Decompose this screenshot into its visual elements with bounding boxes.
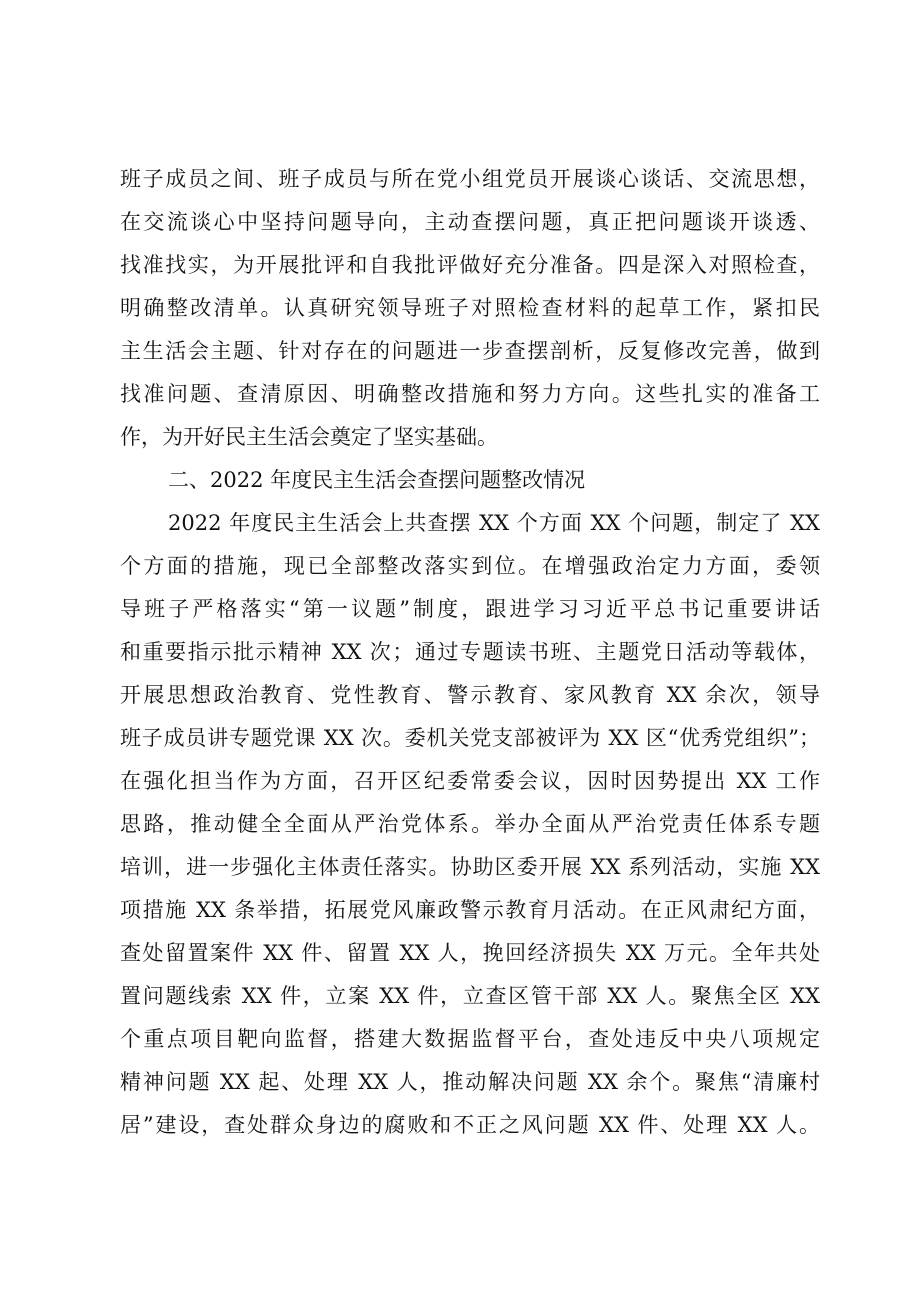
paragraph-line: 找准问题、查清原因、明确整改措施和努力方向。这些扎实的准备工 — [120, 382, 820, 406]
paragraph-line: 查处留置案件 XX 件、留置 XX 人，挽回经济损失 XX 万元。全年共处 — [120, 941, 820, 965]
paragraph-line: 作，为开好民主生活会奠定了坚实基础。 — [120, 425, 498, 449]
paragraph-line: 2022 年度民主生活会上共查摆 XX 个方面 XX 个问题，制定了 XX — [168, 511, 820, 535]
paragraph-line: 培训，进一步强化主体责任落实。协助区委开展 XX 系列活动，实施 XX — [120, 855, 820, 879]
document-body — [120, 158, 820, 1147]
paragraph-preparation — [120, 158, 820, 459]
paragraph-line: 在交流谈心中坚持问题导向，主动查摆问题，真正把问题谈开谈透、 — [120, 210, 820, 234]
paragraph-line: 班子成员之间、班子成员与所在党小组党员开展谈心谈话、交流思想， — [120, 167, 820, 191]
paragraph-line: 个重点项目靶向监督，搭建大数据监督平台，查处违反中央八项规定 — [120, 1027, 820, 1051]
paragraph-line: 项措施 XX 条举措，拓展党风廉政警示教育月活动。在正风肃纪方面， — [120, 898, 820, 922]
paragraph-line: 导班子严格落实“第一议题”制度，跟进学习习近平总书记重要讲话 — [120, 597, 820, 621]
paragraph-line: 精神问题 XX 起、处理 XX 人，推动解决问题 XX 余个。聚焦“清廉村 — [120, 1070, 820, 1094]
paragraph-line: 找准找实，为开展批评和自我批评做好充分准备。四是深入对照检查， — [120, 253, 820, 277]
paragraph-line: 思路，推动健全全面从严治党体系。举办全面从严治党责任体系专题 — [120, 812, 820, 836]
paragraph-line: 置问题线索 XX 件，立案 XX 件，立查区管干部 XX 人。聚焦全区 XX — [120, 984, 820, 1008]
paragraph-rectification — [120, 502, 820, 1147]
section-heading: 二、2022 年度民主生活会查摆问题整改情况 — [168, 468, 586, 492]
paragraph-line: 开展思想政治教育、党性教育、警示教育、家风教育 XX 余次，领导 — [120, 683, 820, 707]
paragraph-line: 主生活会主题、针对存在的问题进一步查摆剖析，反复修改完善，做到 — [120, 339, 820, 363]
paragraph-line: 在强化担当作为方面，召开区纪委常委会议，因时因势提出 XX 工作 — [120, 769, 820, 793]
paragraph-line: 明确整改清单。认真研究领导班子对照检查材料的起草工作，紧扣民 — [120, 296, 820, 320]
paragraph-line: 居”建设，查处群众身边的腐败和不正之风问题 XX 件、处理 XX 人。 — [120, 1113, 820, 1137]
paragraph-line: 个方面的措施，现已全部整改落实到位。在增强政治定力方面，委领 — [120, 554, 820, 578]
paragraph-line: 和重要指示批示精神 XX 次；通过专题读书班、主题党日活动等载体， — [120, 640, 820, 664]
paragraph-line: 班子成员讲专题党课 XX 次。委机关党支部被评为 XX 区“优秀党组织”； — [120, 726, 820, 750]
